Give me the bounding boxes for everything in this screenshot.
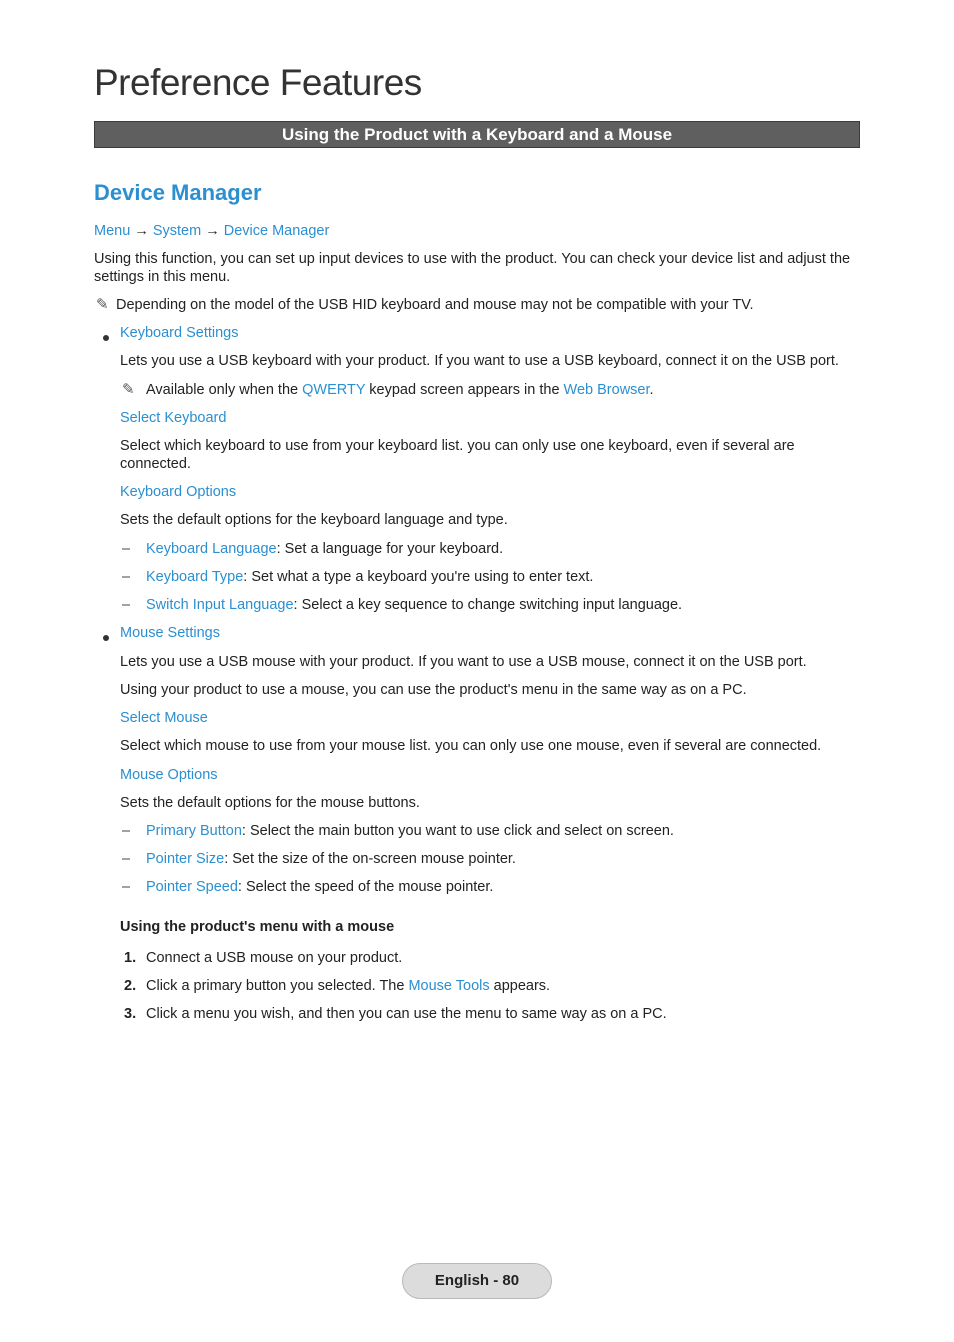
section-heading: Device Manager [94,180,262,205]
step-item [124,977,550,995]
step-number: 3. [124,1006,137,1022]
keyboard-settings-title[interactable]: Keyboard Settings [120,325,239,341]
step-text: Click a menu you wish, and then you can use the menu to same way as on a PC. [146,1006,667,1022]
keyboard-note-text-a: Available only when the [146,382,303,398]
keyboard-type-text: : Set what a type a keyboard you're using to enter text. [243,569,594,585]
switch-input-language-text: : Select a key sequence to change switching input language. [293,597,683,613]
mouse-tools-link[interactable]: Mouse Tools [408,978,490,994]
keyboard-option-item [122,596,682,614]
keyboard-language-link[interactable]: Keyboard Language [146,541,277,557]
bullet-icon [102,629,110,647]
keyboard-option-item [122,568,593,586]
mouse-options-title[interactable]: Mouse Options [120,767,218,783]
select-keyboard-desc-1: Select which keyboard to use from your keyboard list. you can only use one keyboard, even if several are [120,438,795,454]
pencil-note-icon: ✎ [122,381,135,398]
select-mouse-title[interactable]: Select Mouse [120,710,208,726]
keyboard-note [122,381,654,399]
mouse-option-item [122,850,516,868]
mouse-option-item [122,822,674,840]
keyboard-note-text-b: keypad screen appears in the [365,382,564,398]
switch-input-language-link[interactable]: Switch Input Language [146,597,294,613]
step-text: Click a primary button you selected. The [146,978,409,994]
breadcrumb-arrow-icon: → [134,223,149,239]
pointer-size-text: : Set the size of the on-screen mouse pointer. [224,851,516,867]
mouse-option-item [122,878,493,896]
pointer-speed-text: : Select the speed of the mouse pointer. [237,879,494,895]
pointer-speed-link[interactable]: Pointer Speed [146,879,238,895]
keyboard-type-link[interactable]: Keyboard Type [146,569,244,585]
dash-icon: – [122,879,131,895]
step-item [124,1005,667,1023]
keyboard-settings-desc: Lets you use a USB keyboard with your product. If you want to use a USB keyboard, connect it on the USB port. [120,353,839,369]
page-number-text: English - 80 [434,1272,520,1289]
intro-line-2: settings in this menu. [94,269,231,285]
section-header-text: Using the Product with a Keyboard and a Mouse [281,125,673,144]
select-keyboard-title[interactable]: Select Keyboard [120,410,227,426]
menu-with-mouse-heading: Using the product's menu with a mouse [120,919,395,935]
note-1 [96,296,754,314]
step-number: 1. [124,950,137,966]
section-header-bar [94,121,860,148]
bullet-icon [102,329,110,347]
keyboard-options-desc: Sets the default options for the keyboard language and type. [120,512,508,528]
note-1-text: Depending on the model of the USB HID keyboard and mouse may not be compatible with your TV. [116,297,754,313]
primary-button-link[interactable]: Primary Button [146,823,242,839]
step-item [124,949,402,967]
step-text: Connect a USB mouse on your product. [146,950,403,966]
dash-icon: – [122,851,131,867]
keyboard-note-text-c: . [649,382,654,398]
qwerty-link[interactable]: QWERTY [302,382,366,398]
dash-icon: – [122,597,131,613]
breadcrumb-system[interactable]: System [152,223,202,239]
breadcrumb [94,222,329,240]
dash-icon: – [122,541,131,557]
breadcrumb-device-manager[interactable]: Device Manager [223,223,330,239]
select-mouse-desc: Select which mouse to use from your mouse list. you can only use one mouse, even if several are connected. [120,738,822,754]
pencil-note-icon: ✎ [96,296,109,313]
breadcrumb-arrow-icon: → [205,223,220,239]
mouse-settings-desc: Lets you use a USB mouse with your product. If you want to use a USB mouse, connect it on the USB port. [120,654,807,670]
intro-line-1: Using this function, you can set up input devices to use with the product. You can check your device list and adjust the [94,251,851,267]
mouse-settings-title[interactable]: Mouse Settings [120,625,220,641]
step-number: 2. [124,978,137,994]
step-text-end: appears. [489,978,551,994]
keyboard-language-text: : Set a language for your keyboard. [276,541,504,557]
primary-button-text: : Select the main button you want to use click and select on screen. [241,823,674,839]
mouse-options-desc: Sets the default options for the mouse buttons. [120,795,420,811]
keyboard-options-title[interactable]: Keyboard Options [120,484,237,500]
web-browser-link[interactable]: Web Browser [563,382,650,398]
keyboard-option-item [122,540,503,558]
page-number-badge [402,1263,552,1299]
breadcrumb-menu[interactable]: Menu [94,223,131,239]
pointer-size-link[interactable]: Pointer Size [146,851,225,867]
dash-icon: – [122,823,131,839]
mouse-settings-desc-2: Using your product to use a mouse, you can use the product's menu in the same way as on a PC. [120,682,747,698]
select-keyboard-desc-2: connected. [120,456,191,472]
dash-icon: – [122,569,131,585]
page-title: Preference Features [94,62,422,103]
